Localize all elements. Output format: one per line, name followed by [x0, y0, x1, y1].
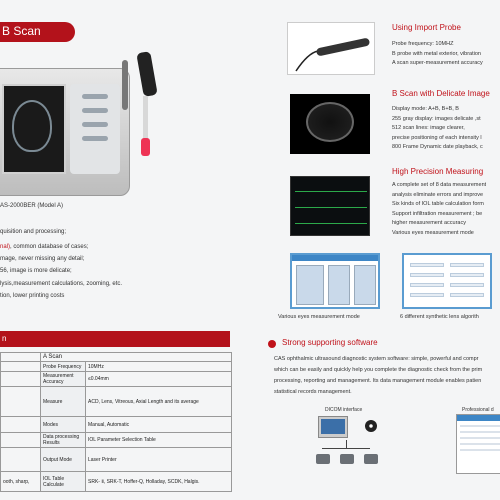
precision-section-text	[392, 181, 486, 239]
device-icon	[364, 454, 378, 464]
probe-section-text	[392, 40, 483, 69]
eye-ultrasound-graphic	[306, 102, 354, 142]
caption-left: Various eyes measurement mode	[278, 314, 360, 320]
text-line: 255 gray display: images delicate ,st	[392, 115, 481, 122]
table-cell	[410, 273, 444, 277]
bullet-icon	[268, 340, 276, 348]
table-cell: A Scan	[41, 353, 232, 362]
feature-line: tion, lower printing costs	[0, 293, 65, 299]
text-line: processing, reporting and management. Its data management module enables patien	[274, 378, 482, 384]
table-cell	[1, 448, 41, 472]
window-row	[460, 443, 500, 445]
spec-table	[0, 352, 232, 492]
table-row	[1, 433, 232, 448]
software-section-text	[274, 354, 482, 398]
table-cell: ≤0.04mm	[86, 372, 232, 387]
text-line: Probe frequency: 10MHZ	[392, 41, 454, 47]
lens-algorithm-screenshot	[402, 253, 492, 309]
table-cell: Data processing Results	[41, 433, 86, 448]
caption-right: 6 different synthetic lens algorith	[400, 314, 479, 320]
panel-button	[82, 122, 108, 127]
bscan-section-text	[392, 105, 483, 153]
dicom-interface-label: DICOM interface	[325, 407, 363, 413]
text-line: analysis eliminate errors and improve	[392, 191, 484, 198]
window-titlebar	[292, 255, 378, 261]
window-row	[460, 437, 500, 439]
text-line: which can be easily and quickly help you complete the diagnostic check from the prim	[274, 367, 483, 373]
panel	[354, 265, 376, 305]
text-line: Six kinds of IOL table calculation form	[392, 201, 484, 208]
window-row	[460, 425, 500, 427]
table-cell	[410, 283, 444, 287]
table-cell: SRK- Ⅱ, SRK-T, Hoffer-Q, Holladay, SCDK, Halgis.	[86, 472, 232, 492]
probe-icon	[288, 23, 376, 76]
table-cell: Manual, Automatic	[86, 417, 232, 433]
text-line: 512 scan lines: image clearer,	[392, 125, 465, 132]
text-line: Various eyes measurement mode	[392, 229, 474, 236]
table-cell	[450, 293, 484, 297]
table-cell	[1, 353, 41, 362]
waveform-line	[295, 223, 367, 224]
window-row	[460, 449, 500, 451]
bscan-image	[290, 94, 370, 154]
text-line: higher measurement accuracy	[392, 220, 466, 227]
table-cell	[450, 273, 484, 277]
waveform-line	[295, 207, 367, 208]
table-row	[1, 448, 232, 472]
probe-tip	[141, 138, 150, 156]
text-line: CAS ophthalmic ultrasound diagnostic system software: simple, powerful and compr	[274, 356, 479, 362]
panel-button	[82, 94, 108, 99]
text-line: A scan super-measurement accuracy	[392, 60, 483, 67]
table-cell	[1, 372, 41, 387]
panel-button	[82, 108, 108, 113]
spec-header-bar	[0, 331, 230, 347]
table-cell: ooth, sharp,	[1, 472, 41, 492]
precision-section-title: High Precision Measuring	[392, 167, 484, 176]
page-title: B Scan	[2, 24, 41, 38]
feature-line: mage, never missing any detail;	[0, 256, 85, 262]
table-cell	[410, 293, 444, 297]
table-cell	[450, 283, 484, 287]
disc-icon	[365, 420, 377, 432]
table-row	[1, 353, 232, 362]
table-cell	[450, 263, 484, 267]
probe-cable	[143, 96, 148, 142]
device-icon	[316, 454, 330, 464]
device-control-panel	[70, 84, 120, 174]
table-row	[1, 387, 232, 417]
feature-highlight: nal)	[0, 244, 11, 250]
connector-line	[322, 448, 370, 449]
panel	[296, 265, 324, 305]
spec-header-text: n	[2, 334, 7, 343]
text-line: precise positioning of each intensity l	[392, 134, 482, 141]
device-model-label: AS-2000BER (Model A)	[0, 203, 64, 209]
software-window-screenshot	[456, 414, 500, 474]
table-row	[1, 417, 232, 433]
table-cell: IOL Parameter Selection Table	[86, 433, 232, 448]
connector-line	[346, 440, 347, 448]
table-cell: ACD, Lens, Vitreous, Axial Length and its average	[86, 387, 232, 417]
professional-label: Professional d	[462, 407, 494, 413]
probe-section-title: Using Import Probe	[392, 23, 461, 32]
table-cell	[410, 263, 444, 267]
device-handle	[122, 60, 128, 110]
bscan-section-title: B Scan with Delicate Image	[392, 89, 490, 98]
table-cell	[1, 362, 41, 372]
device-icon	[340, 454, 354, 464]
table-cell: IOL Table Calculate	[41, 472, 86, 492]
text-line: Display mode: A+B, B+B, B	[392, 106, 459, 112]
table-cell: Measurement Accuracy	[41, 372, 86, 387]
computer-screen	[321, 419, 345, 434]
ascan-waveform-image	[290, 176, 370, 236]
panel-button	[82, 136, 108, 141]
probe-photo	[287, 22, 375, 75]
feature-line	[0, 244, 88, 250]
measurement-screenshot	[290, 253, 380, 309]
text-line: A complete set of 8 data measurement	[392, 182, 487, 188]
probe-handle	[136, 51, 157, 97]
table-cell: Laser Printer	[86, 448, 232, 472]
feature-line: quisition and processing;	[0, 229, 67, 235]
table-cell: Probe Frequency	[41, 362, 86, 372]
table-row	[1, 362, 232, 372]
table-cell: 10MHz	[86, 362, 232, 372]
device-screen	[2, 84, 66, 174]
window-row	[460, 431, 500, 433]
text-line: statistical records management.	[274, 389, 352, 395]
text-line: B probe with metal exterior, vibration	[392, 50, 481, 57]
text-line: Support infiltration measurement ; be	[392, 210, 483, 217]
feature-line: lysis,measurement calculations, zooming, etc.	[0, 281, 123, 287]
table-cell: Measure	[41, 387, 86, 417]
table-row	[1, 472, 232, 492]
table-cell: Output Mode	[41, 448, 86, 472]
table-cell	[1, 417, 41, 433]
table-cell: Modes	[41, 417, 86, 433]
panel	[328, 265, 350, 305]
text-line: 800 Frame Dynamic date playback, c	[392, 144, 483, 151]
table-cell	[1, 433, 41, 448]
eye-scan-graphic	[12, 100, 52, 152]
feature-line-rest: , common database of cases;	[10, 244, 89, 250]
window-titlebar	[457, 415, 500, 421]
table-row	[1, 372, 232, 387]
feature-line: 56, image is more delicate;	[0, 268, 72, 274]
waveform-line	[295, 191, 367, 192]
software-section-title: Strong supporting software	[282, 338, 378, 347]
table-cell	[1, 387, 41, 417]
